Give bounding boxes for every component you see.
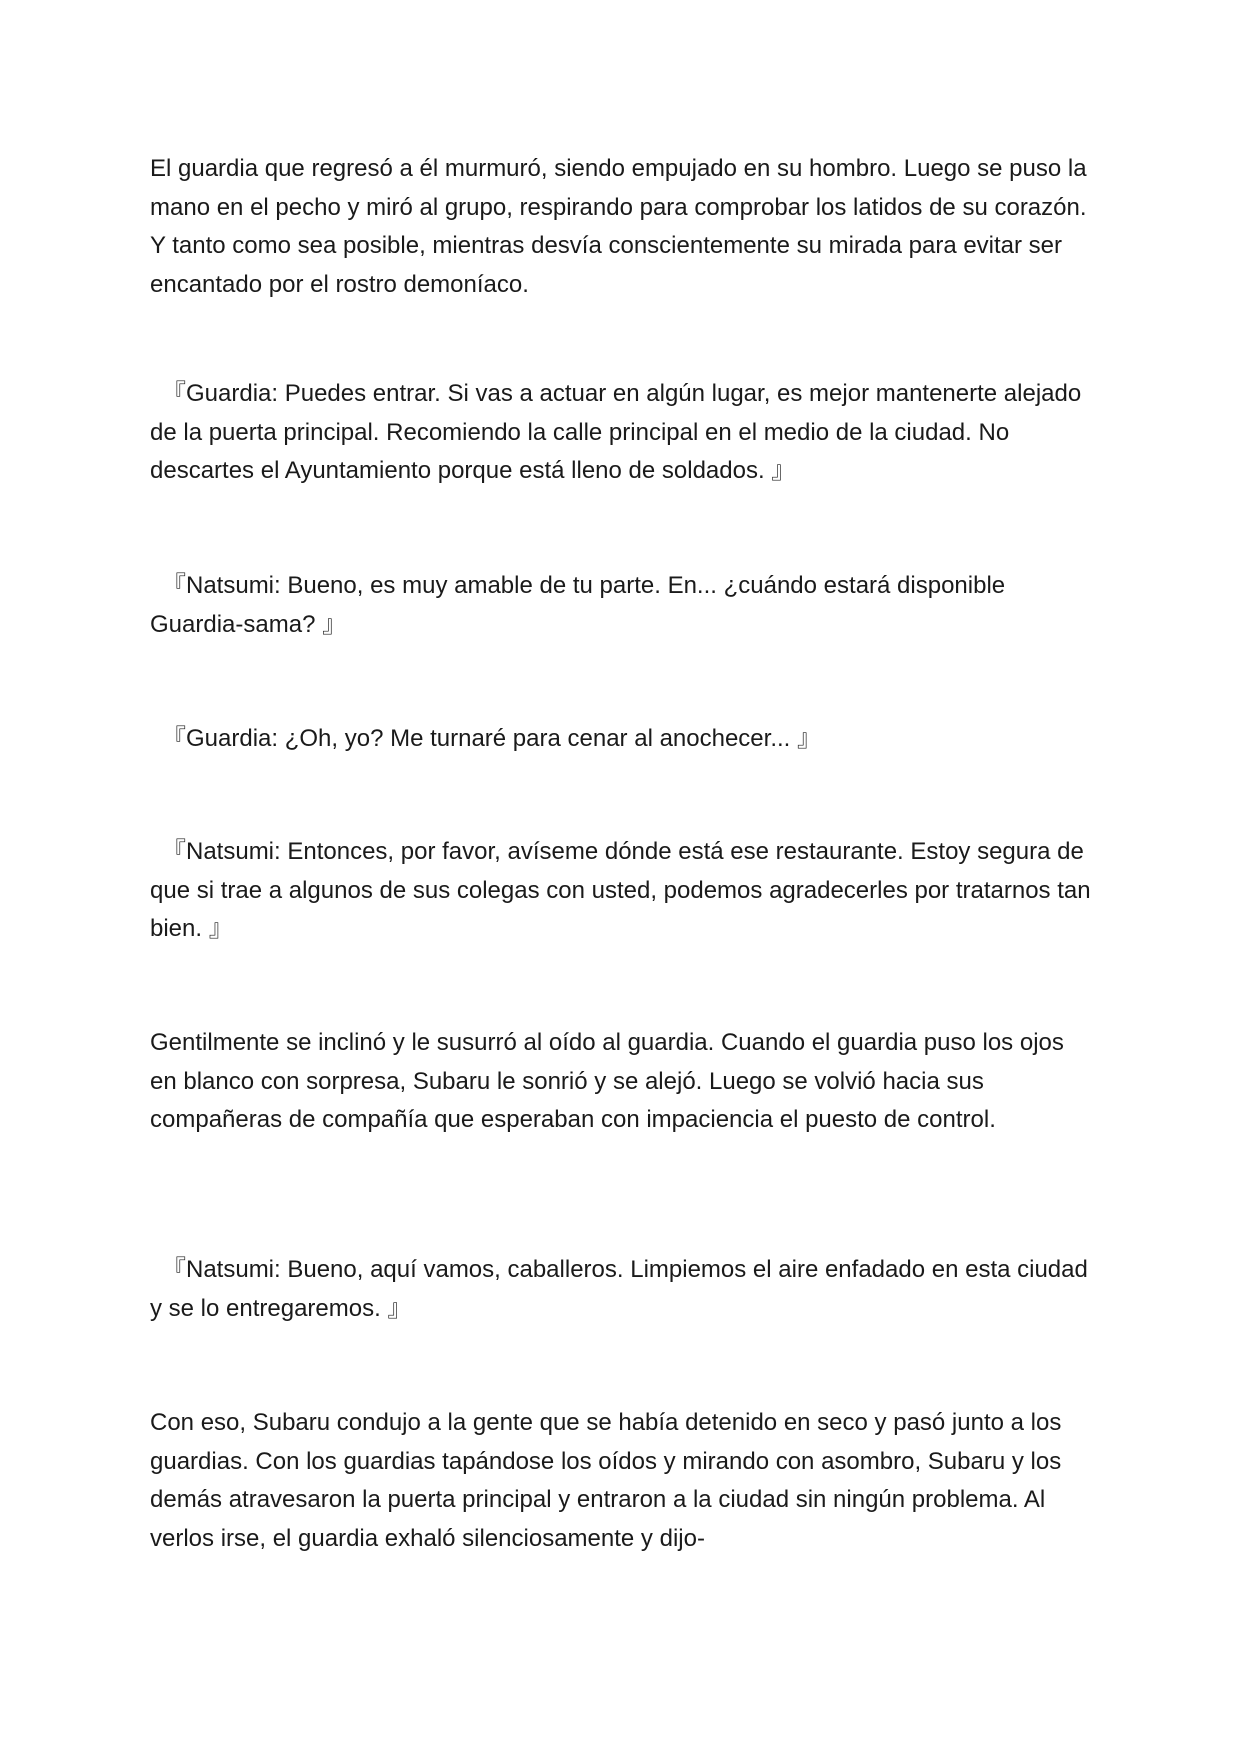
paragraph-dialogue-guardia-2: 『Guardia: ¿Oh, yo? Me turnaré para cenar al anochecer... 』 [162,725,821,752]
paragraph-dialogue-natsumi-1: 『Natsumi: Bueno, es muy amable de tu parte. En... ¿cuándo estará disponible Guardia-sama? 』 [150,572,1006,638]
paragraph-narration-1: El guardia que regresó a él murmuró, siendo empujado en su hombro. Luego se puso la mano en el pecho y miró al grupo, respirando para comprobar los latidos de su corazón. Y tanto como sea posible, mientras desvía conscientemente su mirada para evitar ser encantado por el rostro demoníaco. [150,155,1087,298]
paragraph-narration-3: Con eso, Subaru condujo a la gente que se había detenido en seco y pasó junto a los guardias. Con los guardias tapándose los oídos y mirando con asombro, Subaru y los demás atravesaron la puerta principal y entraron a la ciudad sin ningún problema. Al verlos irse, el guardia exhaló silenciosamente y dijo- [150,1409,1062,1552]
paragraph-narration-2: Gentilmente se inclinó y le susurró al oído al guardia. Cuando el guardia puso los ojos en blanco con sorpresa, Subaru le sonrió y se alejó. Luego se volvió hacia sus compañeras de compañía que esperaban con impaciencia el puesto de control. [150,1029,1064,1133]
paragraph-dialogue-natsumi-2: 『Natsumi: Entonces, por favor, avíseme dónde está ese restaurante. Estoy segura de que si trae a algunos de sus colegas con usted, podemos agradecerles por tratarnos tan bien. 』 [150,838,1091,942]
paragraph-dialogue-guardia-1: 『Guardia: Puedes entrar. Si vas a actuar en algún lugar, es mejor mantenerte alejado de la puerta principal. Recomiendo la calle principal en el medio de la ciudad. No descartes el Ayuntamiento porque está lleno de soldados. 』 [150,380,1082,484]
paragraph-dialogue-natsumi-3: 『Natsumi: Bueno, aquí vamos, caballeros. Limpiemos el aire enfadado en esta ciudad y se lo entregaremos. 』 [150,1256,1088,1322]
